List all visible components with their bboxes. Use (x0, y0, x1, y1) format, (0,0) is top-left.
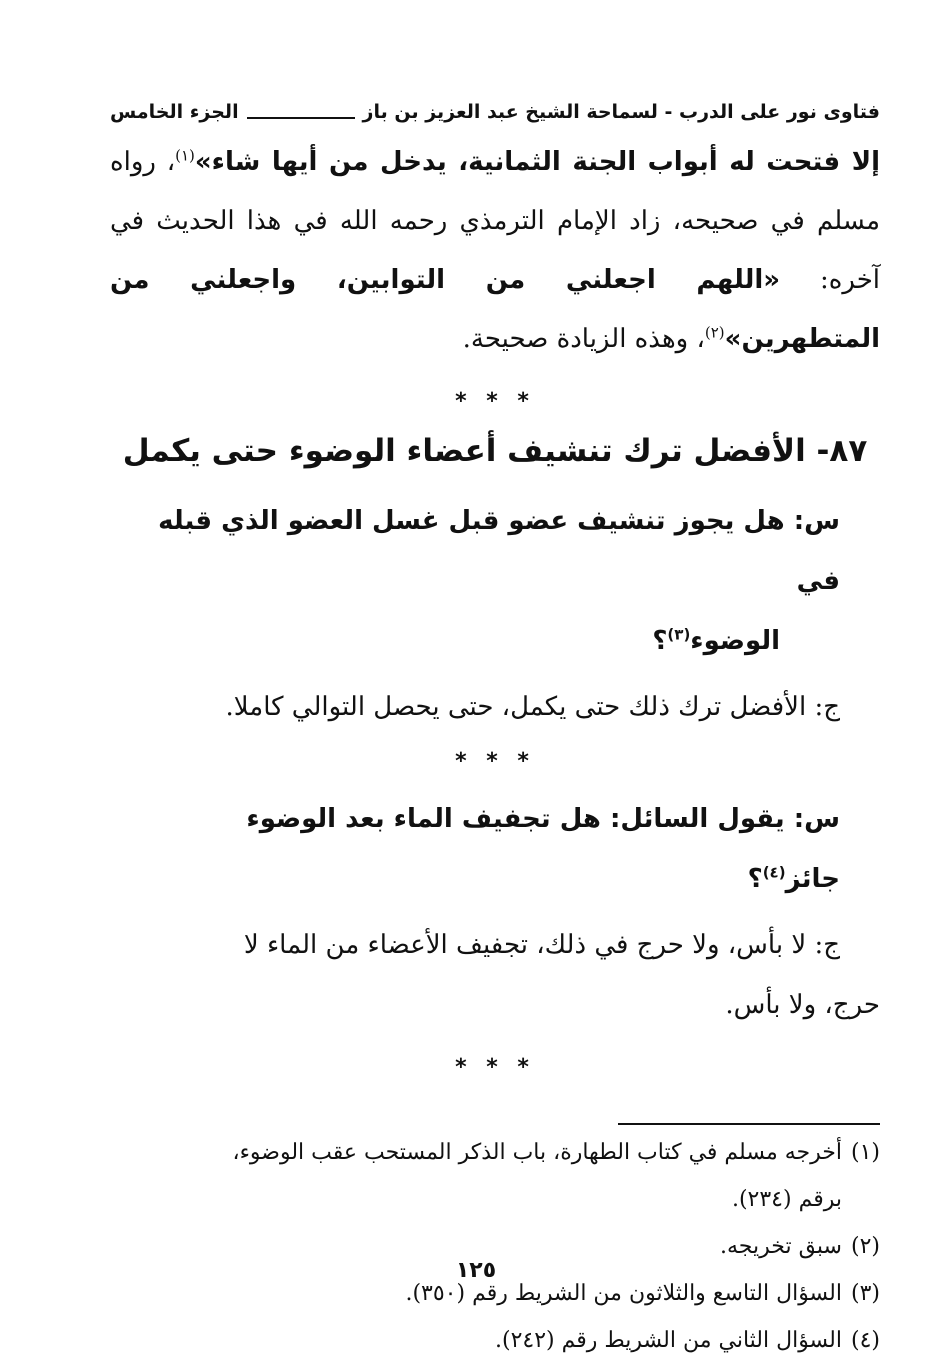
footnote-number: (٢) (850, 1234, 880, 1259)
header-rule (247, 117, 355, 119)
hadith-quote-2: «اللهم اجعلني من التوابين، واجعلني من المتطهرين» (110, 265, 880, 354)
footnote-1 (110, 1129, 880, 1223)
intro-paragraph (110, 133, 880, 369)
intro-text-1: ، رواه مسلم في صحيحه، زاد الإمام الترمذي رحمه الله في هذا الحديث في آخره: (110, 147, 881, 295)
intro-text-2: ، وهذه الزيادة صحيحة. (462, 324, 705, 354)
footnote-text: أخرجه مسلم في كتاب الطهارة، باب الذكر المستحب عقب الوضوء، (232, 1140, 842, 1165)
question-text-1a: هل يجوز تنشيف عضو قبل غسل العضو الذي قبله في (158, 506, 840, 596)
footnote-number: (٤) (850, 1328, 880, 1353)
question-end-1: ؟ (652, 626, 668, 656)
answer-2 (110, 915, 880, 1035)
footnote-ref-4: (٤) (762, 863, 786, 882)
question-text-1b: الوضوء (690, 626, 780, 656)
footnote-number: (١) (850, 1140, 880, 1165)
question-label-1: س: (793, 506, 840, 536)
answer-text-2a: لا بأس، ولا حرج في ذلك، تجفيف الأعضاء من الماء لا (243, 930, 807, 960)
separator-1: * * * (455, 389, 535, 414)
footnotes (110, 1129, 880, 1364)
footnote-text: سبق تخريجه. (720, 1234, 842, 1259)
chapter-title: ٨٧- الأفضل ترك تنشيف أعضاء الوضوء حتى يكمل (122, 433, 868, 469)
footnote-text: السؤال الثاني من الشريط رقم (٢٤٢). (495, 1328, 842, 1353)
footnote-ref-3: (٣) (667, 625, 691, 644)
footnote-ref-1: (١) (175, 146, 195, 165)
hadith-quote-1: إلا فتحت له أبواب الجنة الثمانية، يدخل من أيها شاء» (194, 147, 880, 177)
footnote-rule (618, 1123, 880, 1125)
running-header (110, 95, 880, 127)
question-text-2: يقول السائل: هل تجفيف الماء بعد الوضوء جائز (246, 804, 840, 894)
answer-1 (110, 677, 880, 737)
footnote-ref-2: (٢) (704, 323, 725, 342)
answer-text-2b: حرج، ولا بأس. (725, 990, 880, 1020)
footnote-text: السؤال التاسع والثلاثون من الشريط رقم (٣٥٠). (405, 1281, 842, 1306)
footnote-number: (٣) (850, 1281, 880, 1306)
question-2 (110, 789, 880, 909)
footnote-text-cont: برقم (٢٣٤). (731, 1187, 842, 1212)
answer-label-1: ج: (814, 692, 840, 722)
header-part: الجزء الخامس (110, 101, 239, 123)
header-title: فتاوى نور على الدرب - لسماحة الشيخ عبد العزيز بن باز (362, 101, 880, 123)
separator-3: * * * (455, 1055, 535, 1080)
footnote-4 (110, 1317, 880, 1364)
page-body (110, 95, 880, 1364)
question-1 (110, 491, 880, 671)
answer-text-1: الأفضل ترك ذلك حتى يكمل، حتى يحصل التوالي كاملا. (225, 692, 807, 722)
separator-2: * * * (455, 749, 535, 774)
question-end-2: ؟ (747, 864, 763, 894)
question-label-2: س: (793, 804, 840, 834)
page-number: ١٢٥ (455, 1258, 497, 1283)
answer-label-2: ج: (814, 930, 840, 960)
